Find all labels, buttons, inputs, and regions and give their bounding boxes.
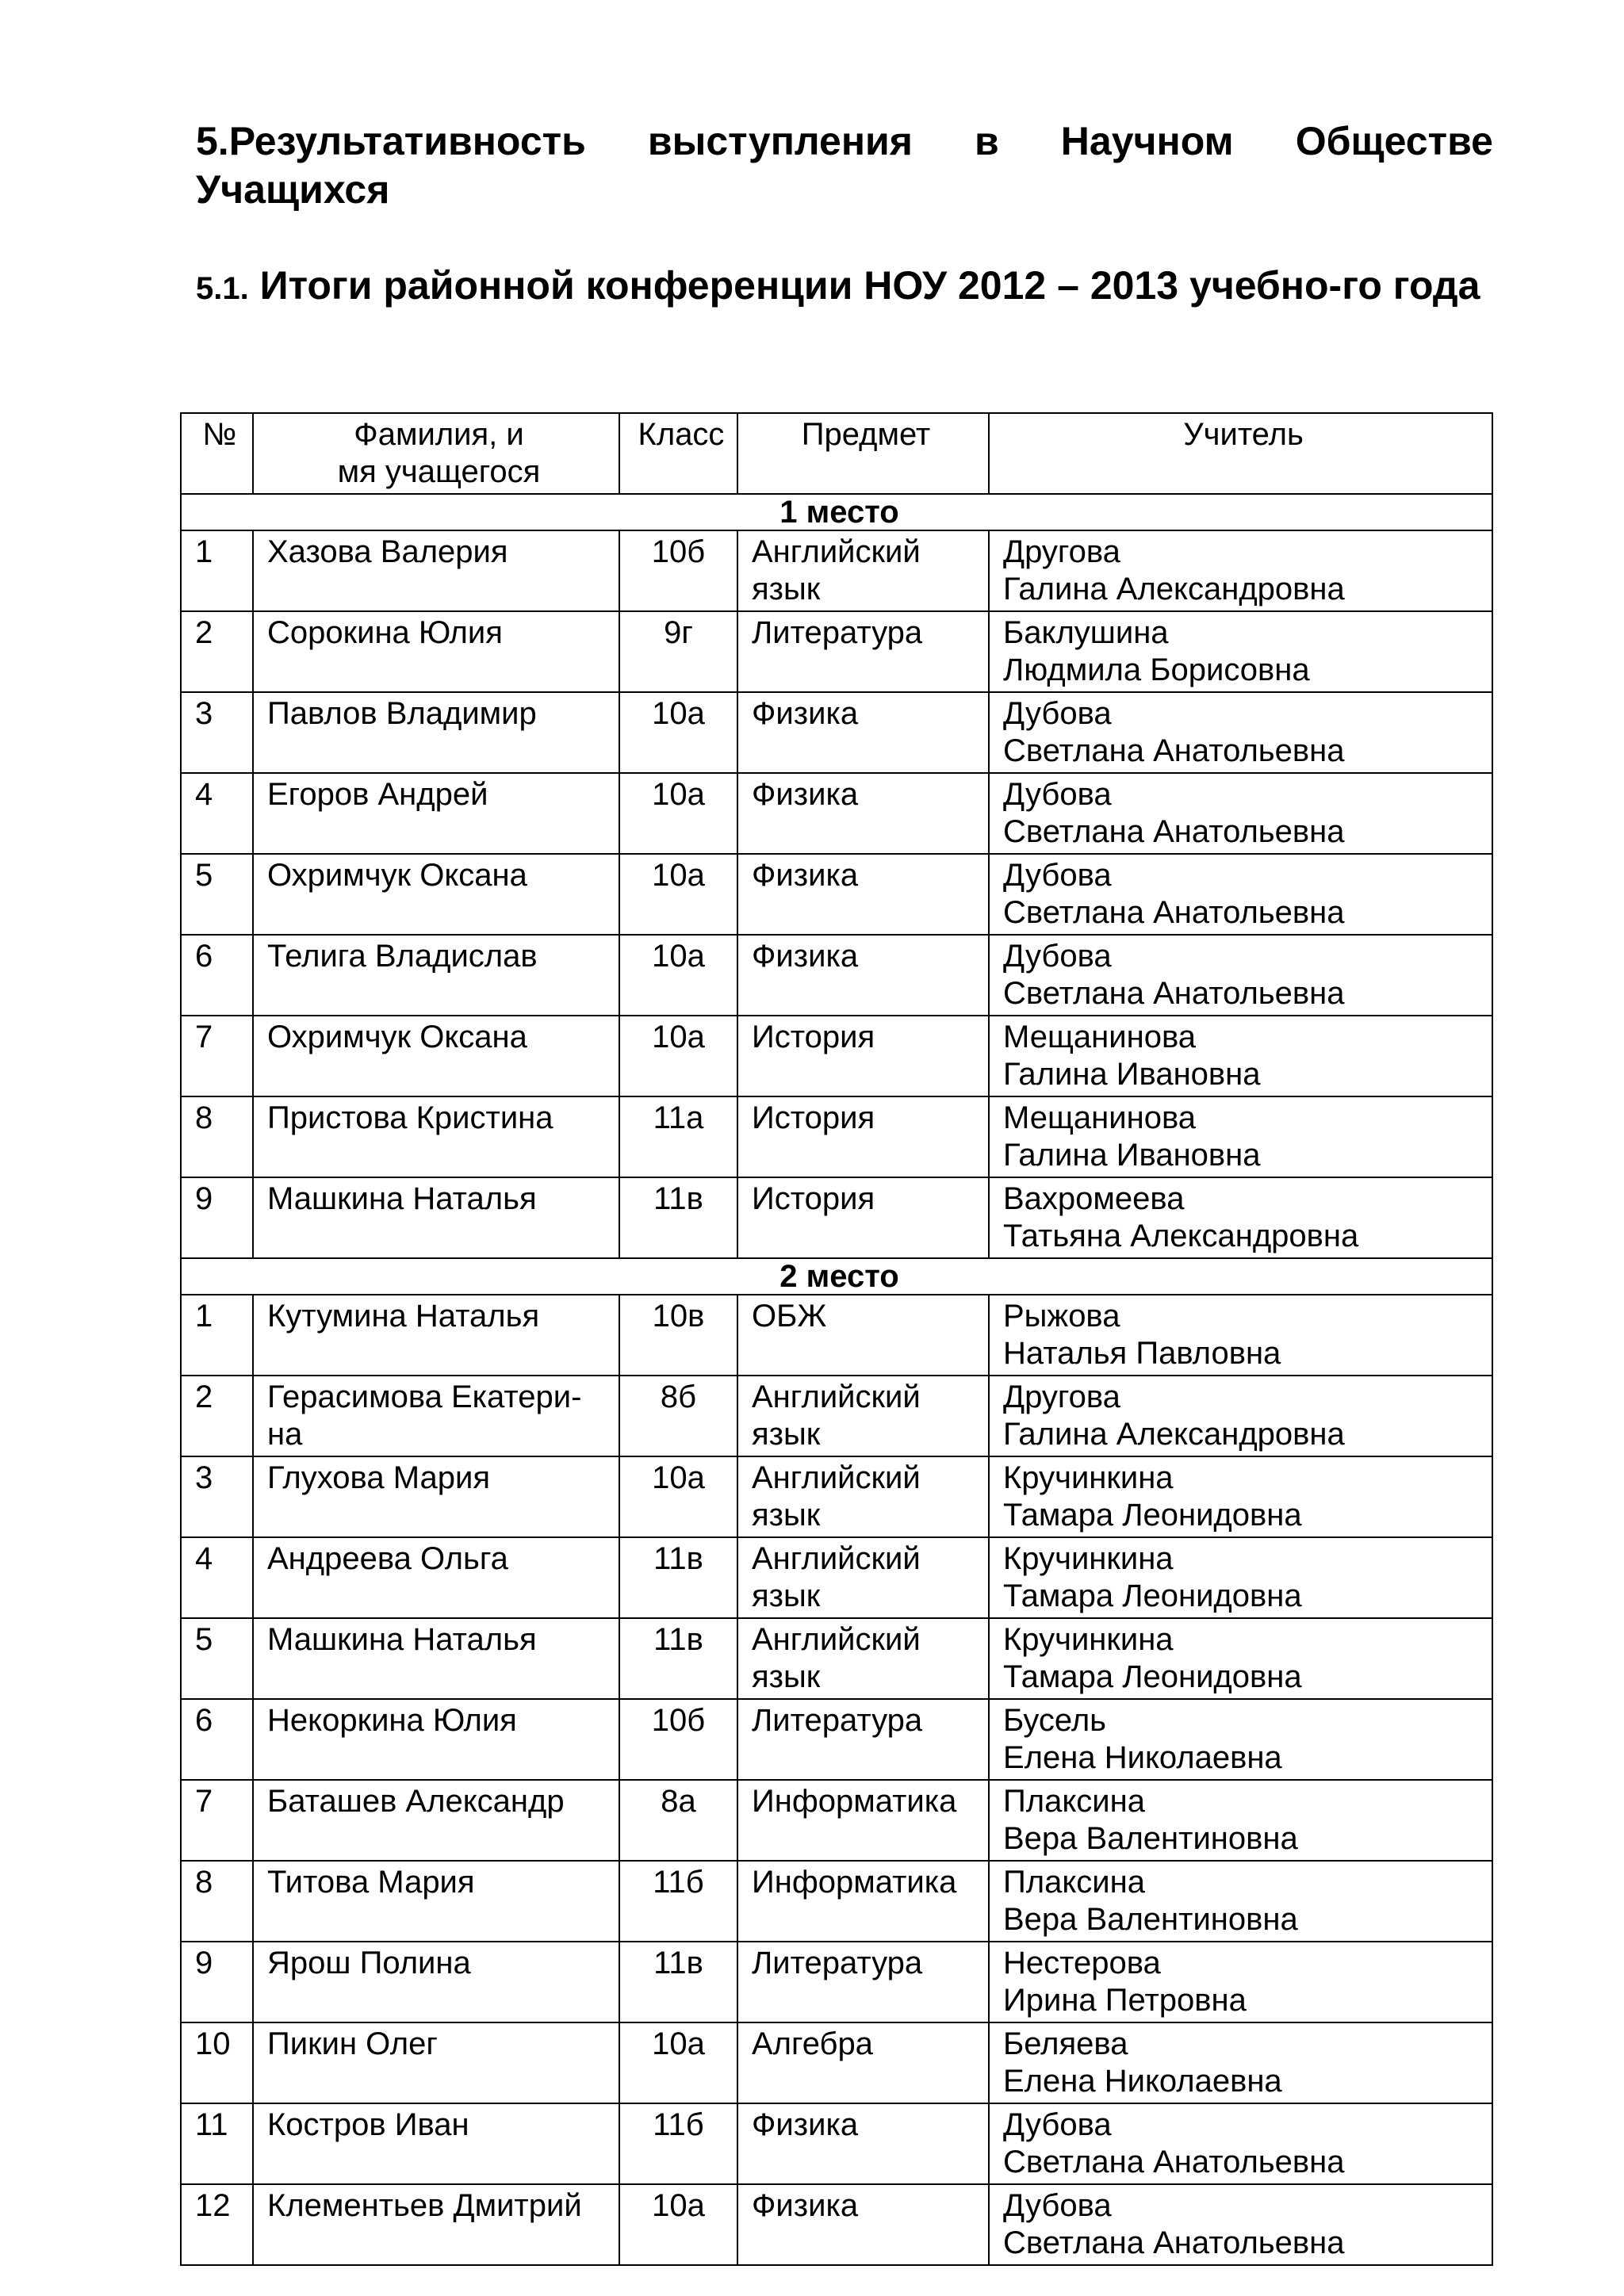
- cell-name: Егоров Андрей: [253, 773, 619, 854]
- cell-teacher: [989, 692, 1492, 773]
- cell-subject: [737, 2022, 989, 2103]
- cell-teacher: [989, 1295, 1492, 1376]
- cell-teacher-line1: Мещанинова: [1003, 1020, 1196, 1054]
- cell-subject-line1: Литература: [752, 615, 923, 650]
- cell-teacher: [989, 2022, 1492, 2103]
- cell-teacher-line2: Наталья Павловна: [1003, 1336, 1281, 1371]
- table-row: [181, 1456, 1492, 1537]
- table-row: [181, 1016, 1492, 1096]
- cell-subject-line1: Информатика: [752, 1865, 957, 1900]
- cell-class: 11в: [619, 1177, 737, 1258]
- cell-subject-line1: Английский: [752, 1541, 921, 1576]
- results-table: [180, 412, 1493, 2266]
- cell-teacher: [989, 1699, 1492, 1780]
- cell-num: 3: [181, 1456, 253, 1537]
- cell-class: 11а: [619, 1096, 737, 1177]
- cell-teacher: [989, 1780, 1492, 1861]
- cell-subject-line1: История: [752, 1020, 875, 1054]
- cell-teacher-line1: Кручинкина: [1003, 1460, 1174, 1495]
- cell-subject-line1: История: [752, 1181, 875, 1216]
- table-row: [181, 611, 1492, 692]
- cell-teacher-line2: Людмила Борисовна: [1003, 652, 1310, 687]
- cell-class: 10а: [619, 1456, 737, 1537]
- cell-num: 10: [181, 2022, 253, 2103]
- cell-teacher-line1: Кручинкина: [1003, 1622, 1174, 1657]
- cell-subject: [737, 773, 989, 854]
- cell-teacher: [989, 1618, 1492, 1699]
- cell-subject-line2: язык: [752, 1578, 821, 1613]
- cell-teacher: [989, 1942, 1492, 2022]
- cell-teacher: [989, 1096, 1492, 1177]
- subsection-title: Итоги районной конференции НОУ 2012 – 2013 учебно-го года: [259, 263, 1480, 308]
- cell-teacher-line1: Рыжова: [1003, 1299, 1120, 1334]
- cell-class: 8а: [619, 1780, 737, 1861]
- cell-teacher-line1: Дубова: [1003, 696, 1112, 731]
- cell-class: 10а: [619, 2184, 737, 2265]
- cell-teacher-line1: Плаксина: [1003, 1784, 1145, 1819]
- cell-subject: [737, 692, 989, 773]
- cell-subject: [737, 935, 989, 1016]
- cell-name: Пикин Олег: [253, 2022, 619, 2103]
- cell-subject: [737, 1016, 989, 1096]
- cell-name: Кутумина Наталья: [253, 1295, 619, 1376]
- cell-name: Герасимова Екатери-на: [253, 1376, 619, 1456]
- cell-teacher-line2: Галина Ивановна: [1003, 1057, 1261, 1092]
- header-name-line2: мя учащегося: [337, 454, 541, 489]
- cell-class: 10а: [619, 2022, 737, 2103]
- cell-num: 11: [181, 2103, 253, 2184]
- cell-teacher-line1: Другова: [1003, 534, 1120, 569]
- cell-teacher: [989, 530, 1492, 611]
- cell-teacher: [989, 611, 1492, 692]
- cell-name: Титова Мария: [253, 1861, 619, 1942]
- table-row: [181, 1861, 1492, 1942]
- cell-teacher-line1: Баклушина: [1003, 615, 1169, 650]
- cell-name: Клементьев Дмитрий: [253, 2184, 619, 2265]
- cell-name: Машкина Наталья: [253, 1618, 619, 1699]
- cell-teacher-line2: Ирина Петровна: [1003, 1983, 1247, 2018]
- subsection-number: 5.1.: [196, 271, 249, 306]
- header-name: [253, 413, 619, 494]
- cell-num: 3: [181, 692, 253, 773]
- cell-subject-line1: ОБЖ: [752, 1299, 827, 1334]
- cell-teacher-line1: Дубова: [1003, 939, 1112, 974]
- cell-subject: [737, 1861, 989, 1942]
- table-row: [181, 1177, 1492, 1258]
- section-row: [181, 1258, 1492, 1295]
- cell-name: Охримчук Оксана: [253, 1016, 619, 1096]
- cell-class: 9г: [619, 611, 737, 692]
- cell-class: 10а: [619, 773, 737, 854]
- cell-class: 11в: [619, 1942, 737, 2022]
- cell-teacher-line2: Елена Николаевна: [1003, 2064, 1282, 2099]
- table-header-row: [181, 413, 1492, 494]
- table-row: [181, 1618, 1492, 1699]
- cell-teacher-line1: Беляева: [1003, 2026, 1128, 2061]
- cell-teacher: [989, 854, 1492, 935]
- table-row: [181, 773, 1492, 854]
- cell-subject-line1: Физика: [752, 939, 859, 974]
- table-row: [181, 1780, 1492, 1861]
- cell-class: 10а: [619, 935, 737, 1016]
- cell-teacher-line1: Мещанинова: [1003, 1100, 1196, 1135]
- table-row: [181, 1096, 1492, 1177]
- cell-teacher-line1: Кручинкина: [1003, 1541, 1174, 1576]
- cell-class: 11в: [619, 1537, 737, 1618]
- cell-teacher-line1: Дубова: [1003, 2107, 1112, 2142]
- cell-subject: [737, 530, 989, 611]
- cell-num: 1: [181, 530, 253, 611]
- cell-subject-line1: Литература: [752, 1946, 923, 1980]
- cell-subject: [737, 1177, 989, 1258]
- cell-name: Охримчук Оксана: [253, 854, 619, 935]
- cell-teacher-line2: Светлана Анатольевна: [1003, 2145, 1345, 2179]
- cell-name: Глухова Мария: [253, 1456, 619, 1537]
- cell-subject-line1: Физика: [752, 696, 859, 731]
- cell-teacher: [989, 1177, 1492, 1258]
- cell-num: 6: [181, 1699, 253, 1780]
- cell-subject: [737, 1537, 989, 1618]
- cell-name: Машкина Наталья: [253, 1177, 619, 1258]
- cell-teacher-line2: Тамара Леонидовна: [1003, 1578, 1302, 1613]
- table-row: [181, 1376, 1492, 1456]
- table-row: [181, 692, 1492, 773]
- cell-name: Костров Иван: [253, 2103, 619, 2184]
- cell-subject-line2: язык: [752, 1498, 821, 1533]
- cell-subject: [737, 1618, 989, 1699]
- cell-teacher: [989, 2184, 1492, 2265]
- cell-teacher: [989, 935, 1492, 1016]
- cell-teacher-line2: Галина Александровна: [1003, 1417, 1345, 1452]
- cell-num: 4: [181, 773, 253, 854]
- cell-teacher-line2: Светлана Анатольевна: [1003, 733, 1345, 768]
- cell-num: 1: [181, 1295, 253, 1376]
- cell-teacher-line1: Другова: [1003, 1380, 1120, 1414]
- cell-class: 11б: [619, 2103, 737, 2184]
- cell-subject-line1: Английский: [752, 1380, 921, 1414]
- cell-subject: [737, 1699, 989, 1780]
- cell-name: Ярош Полина: [253, 1942, 619, 2022]
- cell-subject: [737, 1295, 989, 1376]
- cell-teacher: [989, 1861, 1492, 1942]
- cell-subject-line1: История: [752, 1100, 875, 1135]
- cell-teacher-line1: Бусель: [1003, 1703, 1107, 1738]
- cell-num: 5: [181, 854, 253, 935]
- cell-num: 8: [181, 1861, 253, 1942]
- cell-subject-line1: Физика: [752, 858, 859, 893]
- cell-class: 10в: [619, 1295, 737, 1376]
- cell-teacher: [989, 1016, 1492, 1096]
- table-row: [181, 2103, 1492, 2184]
- cell-class: 10а: [619, 1016, 737, 1096]
- cell-num: 5: [181, 1618, 253, 1699]
- cell-num: 2: [181, 1376, 253, 1456]
- cell-subject-line1: Английский: [752, 1622, 921, 1657]
- cell-num: 2: [181, 611, 253, 692]
- header-class: Класс: [619, 413, 737, 494]
- cell-subject-line1: Физика: [752, 2107, 859, 2142]
- cell-subject: [737, 2103, 989, 2184]
- cell-teacher-line2: Татьяна Александровна: [1003, 1219, 1359, 1253]
- cell-teacher-line1: Нестерова: [1003, 1946, 1161, 1980]
- cell-teacher-line1: Дубова: [1003, 777, 1112, 812]
- header-teacher: Учитель: [989, 413, 1492, 494]
- cell-subject-line2: язык: [752, 1417, 821, 1452]
- cell-class: 8б: [619, 1376, 737, 1456]
- section-heading: 5.Результативность выступления в Научном Обществе Учащихся: [196, 119, 1493, 212]
- cell-name: Сорокина Юлия: [253, 611, 619, 692]
- cell-subject-line1: Физика: [752, 2188, 859, 2223]
- subsection-heading: [196, 262, 1493, 313]
- cell-teacher: [989, 773, 1492, 854]
- table-row: [181, 2022, 1492, 2103]
- cell-num: 9: [181, 1942, 253, 2022]
- cell-subject-line1: Физика: [752, 777, 859, 812]
- cell-teacher: [989, 1537, 1492, 1618]
- table-row: [181, 1942, 1492, 2022]
- cell-num: 6: [181, 935, 253, 1016]
- cell-num: 8: [181, 1096, 253, 1177]
- table-row: [181, 1537, 1492, 1618]
- cell-class: 10б: [619, 1699, 737, 1780]
- cell-subject: [737, 1376, 989, 1456]
- section-title: 2 место: [181, 1258, 1492, 1295]
- cell-num: 7: [181, 1780, 253, 1861]
- cell-teacher-line2: Светлана Анатольевна: [1003, 895, 1345, 930]
- cell-subject: [737, 1780, 989, 1861]
- cell-teacher-line2: Елена Николаевна: [1003, 1740, 1282, 1775]
- cell-subject-line1: Алгебра: [752, 2026, 873, 2061]
- cell-num: 12: [181, 2184, 253, 2265]
- cell-teacher: [989, 1376, 1492, 1456]
- cell-teacher-line2: Тамара Леонидовна: [1003, 1498, 1302, 1533]
- cell-class: 10б: [619, 530, 737, 611]
- cell-subject-line2: язык: [752, 1659, 821, 1694]
- cell-subject-line1: Литература: [752, 1703, 923, 1738]
- cell-teacher-line2: Светлана Анатольевна: [1003, 976, 1345, 1011]
- table-row: [181, 530, 1492, 611]
- cell-num: 9: [181, 1177, 253, 1258]
- table-row: [181, 935, 1492, 1016]
- cell-teacher-line2: Светлана Анатольевна: [1003, 2225, 1345, 2260]
- cell-name: Павлов Владимир: [253, 692, 619, 773]
- cell-name: Телига Владислав: [253, 935, 619, 1016]
- cell-subject: [737, 854, 989, 935]
- cell-teacher-line2: Светлана Анатольевна: [1003, 814, 1345, 849]
- cell-num: 7: [181, 1016, 253, 1096]
- cell-name: Пристова Кристина: [253, 1096, 619, 1177]
- cell-subject-line1: Информатика: [752, 1784, 957, 1819]
- cell-name: Некоркина Юлия: [253, 1699, 619, 1780]
- cell-teacher-line1: Плаксина: [1003, 1865, 1145, 1900]
- cell-subject: [737, 1942, 989, 2022]
- cell-class: 10а: [619, 692, 737, 773]
- cell-name: Баташев Александр: [253, 1780, 619, 1861]
- cell-teacher-line2: Вера Валентиновна: [1003, 1902, 1298, 1937]
- table-row: [181, 2184, 1492, 2265]
- cell-teacher-line2: Галина Александровна: [1003, 572, 1345, 607]
- cell-num: 4: [181, 1537, 253, 1618]
- cell-name: Хазова Валерия: [253, 530, 619, 611]
- table-row: [181, 1699, 1492, 1780]
- cell-subject-line1: Английский: [752, 534, 921, 569]
- cell-subject: [737, 1096, 989, 1177]
- cell-class: 11б: [619, 1861, 737, 1942]
- header-subject: Предмет: [737, 413, 989, 494]
- section-row: [181, 494, 1492, 530]
- cell-teacher: [989, 1456, 1492, 1537]
- cell-teacher-line1: Дубова: [1003, 2188, 1112, 2223]
- header-num: №: [181, 413, 253, 494]
- cell-class: 10а: [619, 854, 737, 935]
- cell-teacher-line2: Галина Ивановна: [1003, 1138, 1261, 1173]
- cell-teacher-line1: Дубова: [1003, 858, 1112, 893]
- table-row: [181, 1295, 1492, 1376]
- cell-subject-line1: Английский: [752, 1460, 921, 1495]
- table-body: [181, 494, 1492, 2265]
- header-name-line1: Фамилия, и: [354, 417, 524, 452]
- cell-name: Андреева Ольга: [253, 1537, 619, 1618]
- cell-teacher-line1: Вахромеева: [1003, 1181, 1185, 1216]
- cell-teacher: [989, 2103, 1492, 2184]
- cell-class: 11в: [619, 1618, 737, 1699]
- table-row: [181, 854, 1492, 935]
- cell-teacher-line2: Вера Валентиновна: [1003, 1821, 1298, 1856]
- section-title: 1 место: [181, 494, 1492, 530]
- cell-subject: [737, 2184, 989, 2265]
- cell-teacher-line2: Тамара Леонидовна: [1003, 1659, 1302, 1694]
- cell-subject: [737, 1456, 989, 1537]
- cell-subject: [737, 611, 989, 692]
- cell-subject-line2: язык: [752, 572, 821, 607]
